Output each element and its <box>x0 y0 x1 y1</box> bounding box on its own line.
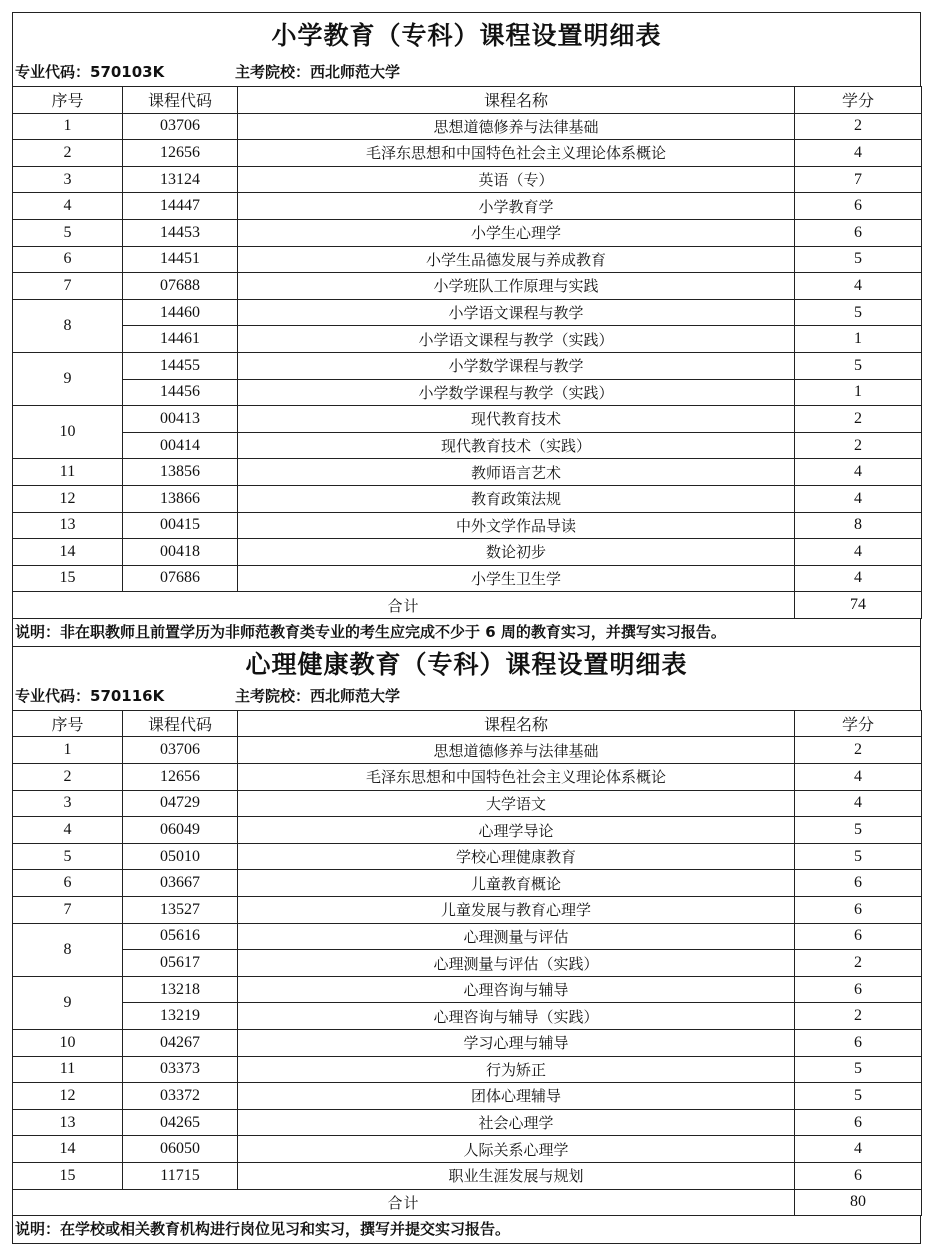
row-course-name: 小学生心理学 <box>238 219 795 246</box>
row-course-code: 03373 <box>123 1056 238 1083</box>
row-course-code: 00414 <box>123 432 238 459</box>
row-course-name: 现代教育技术 <box>238 406 795 433</box>
course-table <box>12 86 922 619</box>
table-row <box>13 326 922 353</box>
row-seq: 6 <box>13 246 123 273</box>
header-credit: 学分 <box>795 87 922 114</box>
row-course-name: 心理测量与评估（实践） <box>238 950 795 977</box>
total-credit: 74 <box>795 592 922 619</box>
row-course-name: 行为矫正 <box>238 1056 795 1083</box>
row-credit: 6 <box>795 870 922 897</box>
row-seq: 3 <box>13 790 123 817</box>
table-row <box>13 246 922 273</box>
table-note: 说明：在学校或相关教育机构进行岗位见习和实习，撰写并提交实习报告。 <box>12 1216 921 1244</box>
row-course-code: 07688 <box>123 273 238 300</box>
table-row <box>13 140 922 167</box>
row-credit: 2 <box>795 432 922 459</box>
row-seq: 8 <box>13 923 123 976</box>
table-row <box>13 193 922 220</box>
row-course-name: 人际关系心理学 <box>238 1136 795 1163</box>
table-title: 小学教育（专科）课程设置明细表 <box>12 12 921 58</box>
row-course-name: 小学数学课程与教学 <box>238 352 795 379</box>
row-course-name: 现代教育技术（实践） <box>238 432 795 459</box>
row-course-code: 14447 <box>123 193 238 220</box>
row-seq: 6 <box>13 870 123 897</box>
row-course-name: 思想道德修养与法律基础 <box>238 113 795 140</box>
row-course-code: 06049 <box>123 817 238 844</box>
row-seq: 9 <box>13 976 123 1029</box>
row-course-code: 03667 <box>123 870 238 897</box>
row-course-name: 心理学导论 <box>238 817 795 844</box>
row-course-code: 00418 <box>123 539 238 566</box>
row-seq: 3 <box>13 166 123 193</box>
row-course-name: 小学教育学 <box>238 193 795 220</box>
table-meta <box>12 58 921 86</box>
table-row <box>13 352 922 379</box>
row-seq: 5 <box>13 843 123 870</box>
row-credit: 4 <box>795 1136 922 1163</box>
row-course-name: 思想道德修养与法律基础 <box>238 737 795 764</box>
row-credit: 4 <box>795 539 922 566</box>
table-row <box>13 1083 922 1110</box>
row-course-code: 14460 <box>123 299 238 326</box>
row-course-code: 14455 <box>123 352 238 379</box>
row-seq: 15 <box>13 565 123 592</box>
institution: 主考院校：西北师范大学 <box>235 686 401 705</box>
table-row <box>13 870 922 897</box>
row-credit: 2 <box>795 1003 922 1030</box>
row-course-code: 00413 <box>123 406 238 433</box>
row-seq: 14 <box>13 1136 123 1163</box>
row-seq: 4 <box>13 817 123 844</box>
row-credit: 6 <box>795 897 922 924</box>
institution: 主考院校：西北师范大学 <box>235 63 401 81</box>
header-code: 课程代码 <box>123 710 238 737</box>
row-seq: 1 <box>13 113 123 140</box>
row-seq: 5 <box>13 219 123 246</box>
table-row <box>13 843 922 870</box>
total-label: 合计 <box>13 1189 795 1216</box>
row-seq: 12 <box>13 1083 123 1110</box>
row-course-code: 13527 <box>123 897 238 924</box>
row-course-name: 英语（专） <box>238 166 795 193</box>
row-course-code: 03706 <box>123 113 238 140</box>
row-credit: 6 <box>795 1162 922 1189</box>
table-row <box>13 273 922 300</box>
major-code: 专业代码：570116K <box>15 686 165 705</box>
row-course-code: 07686 <box>123 565 238 592</box>
row-course-name: 教育政策法规 <box>238 485 795 512</box>
row-credit: 6 <box>795 976 922 1003</box>
row-credit: 5 <box>795 843 922 870</box>
row-course-name: 小学语文课程与教学（实践） <box>238 326 795 353</box>
row-course-name: 数论初步 <box>238 539 795 566</box>
row-course-name: 心理咨询与辅导（实践） <box>238 1003 795 1030</box>
row-course-name: 儿童发展与教育心理学 <box>238 897 795 924</box>
table-row <box>13 299 922 326</box>
header-name: 课程名称 <box>238 710 795 737</box>
row-seq: 7 <box>13 273 123 300</box>
row-credit: 2 <box>795 406 922 433</box>
course-table <box>12 710 922 1216</box>
row-course-code: 13124 <box>123 166 238 193</box>
table-row <box>13 1136 922 1163</box>
row-course-code: 14461 <box>123 326 238 353</box>
major-code: 专业代码：570103K <box>15 63 165 81</box>
table-title: 心理健康教育（专科）课程设置明细表 <box>12 647 921 683</box>
row-credit: 4 <box>795 565 922 592</box>
row-credit: 4 <box>795 140 922 167</box>
row-credit: 4 <box>795 764 922 791</box>
table-row <box>13 737 922 764</box>
row-course-name: 小学生品德发展与养成教育 <box>238 246 795 273</box>
row-course-name: 毛泽东思想和中国特色社会主义理论体系概论 <box>238 764 795 791</box>
course-rows <box>13 113 922 592</box>
row-credit: 4 <box>795 790 922 817</box>
row-course-code: 05010 <box>123 843 238 870</box>
table-row <box>13 1003 922 1030</box>
row-credit: 6 <box>795 1109 922 1136</box>
row-credit: 7 <box>795 166 922 193</box>
row-credit: 6 <box>795 193 922 220</box>
table-row <box>13 923 922 950</box>
table-row <box>13 432 922 459</box>
row-course-code: 03372 <box>123 1083 238 1110</box>
table-row <box>13 1109 922 1136</box>
row-seq: 13 <box>13 512 123 539</box>
table-row <box>13 950 922 977</box>
table-meta <box>12 683 921 710</box>
row-course-code: 14456 <box>123 379 238 406</box>
row-course-name: 儿童教育概论 <box>238 870 795 897</box>
row-seq: 15 <box>13 1162 123 1189</box>
row-seq: 11 <box>13 459 123 486</box>
row-course-name: 小学数学课程与教学（实践） <box>238 379 795 406</box>
row-seq: 13 <box>13 1109 123 1136</box>
row-course-code: 12656 <box>123 140 238 167</box>
row-credit: 5 <box>795 246 922 273</box>
course-table-section-1 <box>12 12 921 647</box>
table-row <box>13 897 922 924</box>
header-row <box>13 710 922 737</box>
row-course-name: 社会心理学 <box>238 1109 795 1136</box>
row-credit: 5 <box>795 817 922 844</box>
header-row <box>13 87 922 114</box>
row-course-name: 团体心理辅导 <box>238 1083 795 1110</box>
table-row <box>13 790 922 817</box>
row-course-code: 12656 <box>123 764 238 791</box>
row-course-name: 学校心理健康教育 <box>238 843 795 870</box>
row-course-code: 14451 <box>123 246 238 273</box>
total-credit: 80 <box>795 1189 922 1216</box>
table-row <box>13 1056 922 1083</box>
row-course-name: 大学语文 <box>238 790 795 817</box>
row-seq: 4 <box>13 193 123 220</box>
row-credit: 6 <box>795 1030 922 1057</box>
row-credit: 4 <box>795 459 922 486</box>
row-course-code: 03706 <box>123 737 238 764</box>
row-course-name: 心理测量与评估 <box>238 923 795 950</box>
row-seq: 2 <box>13 764 123 791</box>
row-credit: 6 <box>795 219 922 246</box>
table-row <box>13 1162 922 1189</box>
course-rows <box>13 737 922 1189</box>
row-credit: 1 <box>795 379 922 406</box>
row-course-name: 心理咨询与辅导 <box>238 976 795 1003</box>
table-row <box>13 817 922 844</box>
row-seq: 7 <box>13 897 123 924</box>
row-credit: 6 <box>795 923 922 950</box>
header-code: 课程代码 <box>123 87 238 114</box>
row-course-code: 05617 <box>123 950 238 977</box>
course-table-section-2 <box>12 647 921 1244</box>
row-credit: 4 <box>795 485 922 512</box>
row-course-code: 04729 <box>123 790 238 817</box>
table-row <box>13 565 922 592</box>
row-course-code: 13856 <box>123 459 238 486</box>
row-course-code: 13866 <box>123 485 238 512</box>
table-row <box>13 764 922 791</box>
table-row <box>13 379 922 406</box>
table-row <box>13 1030 922 1057</box>
row-credit: 5 <box>795 1083 922 1110</box>
row-seq: 9 <box>13 352 123 405</box>
table-row <box>13 485 922 512</box>
row-course-code: 05616 <box>123 923 238 950</box>
table-row <box>13 113 922 140</box>
row-course-name: 小学班队工作原理与实践 <box>238 273 795 300</box>
row-course-name: 教师语言艺术 <box>238 459 795 486</box>
header-seq: 序号 <box>13 87 123 114</box>
row-seq: 10 <box>13 406 123 459</box>
row-course-name: 职业生涯发展与规划 <box>238 1162 795 1189</box>
header-credit: 学分 <box>795 710 922 737</box>
row-course-name: 小学语文课程与教学 <box>238 299 795 326</box>
row-credit: 5 <box>795 299 922 326</box>
row-course-code: 11715 <box>123 1162 238 1189</box>
row-seq: 14 <box>13 539 123 566</box>
row-credit: 8 <box>795 512 922 539</box>
row-credit: 1 <box>795 326 922 353</box>
row-course-name: 学习心理与辅导 <box>238 1030 795 1057</box>
row-credit: 2 <box>795 737 922 764</box>
total-row <box>13 1189 922 1216</box>
row-seq: 11 <box>13 1056 123 1083</box>
row-course-name: 小学生卫生学 <box>238 565 795 592</box>
row-course-code: 00415 <box>123 512 238 539</box>
table-row <box>13 539 922 566</box>
row-seq: 2 <box>13 140 123 167</box>
row-course-code: 14453 <box>123 219 238 246</box>
table-note: 说明：非在职教师且前置学历为非师范教育类专业的考生应完成不少于 6 周的教育实习，并撰写实习报告。 <box>12 619 921 647</box>
table-row <box>13 166 922 193</box>
row-seq: 8 <box>13 299 123 352</box>
row-seq: 1 <box>13 737 123 764</box>
row-course-code: 06050 <box>123 1136 238 1163</box>
header-name: 课程名称 <box>238 87 795 114</box>
row-seq: 12 <box>13 485 123 512</box>
row-course-code: 04267 <box>123 1030 238 1057</box>
row-credit: 4 <box>795 273 922 300</box>
row-seq: 10 <box>13 1030 123 1057</box>
row-course-name: 毛泽东思想和中国特色社会主义理论体系概论 <box>238 140 795 167</box>
row-course-code: 13218 <box>123 976 238 1003</box>
total-row <box>13 592 922 619</box>
row-credit: 2 <box>795 113 922 140</box>
header-seq: 序号 <box>13 710 123 737</box>
table-row <box>13 976 922 1003</box>
table-row <box>13 512 922 539</box>
table-row <box>13 406 922 433</box>
table-row <box>13 459 922 486</box>
table-row <box>13 219 922 246</box>
total-label: 合计 <box>13 592 795 619</box>
course-sheet <box>12 12 921 1244</box>
row-course-code: 13219 <box>123 1003 238 1030</box>
row-credit: 2 <box>795 950 922 977</box>
row-course-name: 中外文学作品导读 <box>238 512 795 539</box>
row-credit: 5 <box>795 1056 922 1083</box>
row-course-code: 04265 <box>123 1109 238 1136</box>
row-credit: 5 <box>795 352 922 379</box>
